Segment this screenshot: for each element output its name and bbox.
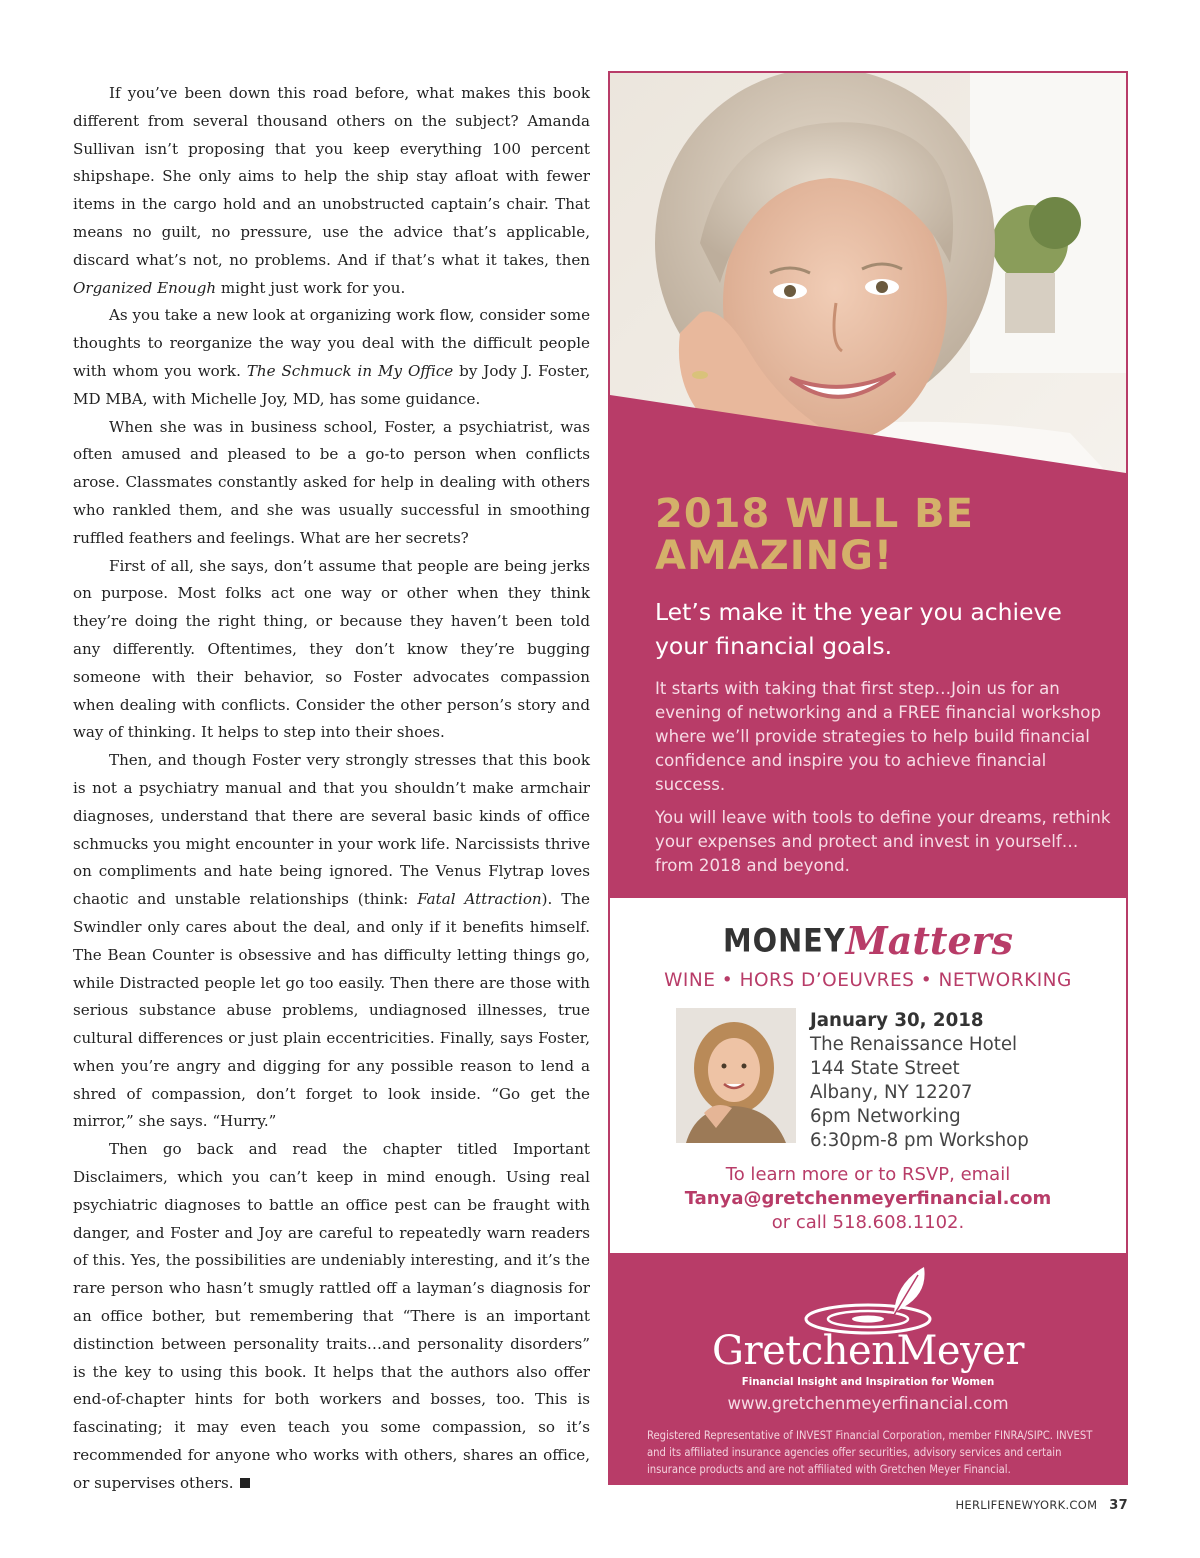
event-title-matters: Matters <box>845 918 1014 963</box>
event-street: 144 State Street <box>810 1058 960 1079</box>
event-panel <box>610 898 1126 1253</box>
ad-headline-line-2: AMAZING! <box>655 533 894 579</box>
article-text: by Jody J. Foster, MD MBA, with Michelle Joy, MD, has some guidance. <box>73 361 590 408</box>
article-text: Then, and though Foster very strongly stresses that this book is not a psychiatry manual and that you shouldn’t make armchair diagnoses, understand that there are several basic kinds of office schmucks you might encounter in your work life. Narcissists thrive on compliments and hate being ignored. The Venus Flytrap loves chaotic and unstable relationships (think: <box>73 751 590 909</box>
article-paragraph <box>73 302 590 413</box>
ad-body <box>655 677 1115 887</box>
ad-disclaimer: Registered Representative of INVEST Financial Corporation, member FINRA/SIPC. INVEST and its affiliated insurance agencies offer securities, advisory services and certain insurance products and are not affiliated with Gretchen Meyer Financial. <box>647 1429 1093 1476</box>
ad-body-paragraph-1: It starts with taking that first step…Join us for an evening of networking and a FREE financial workshop where we’ll provide strategies to help build financial confidence and inspire you to achieve financial success. <box>655 679 1101 794</box>
article-paragraph <box>73 1136 590 1497</box>
article-text: might just work for you. <box>216 278 406 297</box>
advertisement <box>608 71 1128 1485</box>
ad-subhead: Let’s make it the year you achieve your financial goals. <box>655 598 1062 660</box>
event-rsvp <box>610 1163 1126 1235</box>
article-paragraph <box>73 414 590 553</box>
ad-headline-line-1: 2018 WILL BE <box>655 491 974 537</box>
event-title <box>610 918 1126 963</box>
page-number: 37 <box>1109 1498 1128 1513</box>
article-text: When she was in business school, Foster, a psychiatrist, was often amused and pleased to be a go-to person when conflicts arose. Classmates constantly asked for help in dealing with others who rankled them, and she was usually successful in smoothing ruffled feathers and feelings. What are her secrets? <box>73 417 590 547</box>
event-details <box>810 1009 1110 1153</box>
website-link[interactable]: www.gretchenmeyerfinancial.com <box>727 1394 1009 1413</box>
event-city: Albany, NY 12207 <box>810 1082 973 1103</box>
event-date: January 30, 2018 <box>810 1010 984 1031</box>
rsvp-phone: or call 518.608.1102. <box>771 1212 965 1233</box>
article-text: As you take a new look at organizing work flow, consider some thoughts to reorganize the way you deal with the difficult people with whom you work. <box>73 306 590 380</box>
article-text: Then go back and read the chapter titled Important Disclaimers, which you can’t keep in mind enough. Using real psychiatric diagnoses to battle an office pest can be fraught with danger, and Foster and Joy are careful to repeatedly warn readers of this. Yes, the possibilities are undeniably interesting, and it’s the rare person who hasn’t smugly rattled off a layman’s diagnosis for an office bother, but remembering that “There is an important distinction between personality traits…and personality disorders” is the key to using this book. It helps that the authors also offer end-of-chapter hints for both workers and bosses, too. This is fascinating; it may even teach you some compassion, so it’s recommended for anyone who works with others, shares an office, or supervises others. <box>73 1140 590 1492</box>
event-title-money: MONEY <box>722 921 846 960</box>
article-text: ). The Swindler only cares about the deal, and only if it benefits himself. The Bean Counter is obsessive and has difficulty letting things go, while Distracted people let go too easily. Then there are those with serious substance abuse problems, undiagnosed illnesses, true cultural differences or just plain eccentricities. Finally, says Foster, when you’re angry and digging for any possible reason to lend a shred of compassion, don’t forget to look inside. “Go get the mirror,” she says. “Hurry.” <box>73 890 590 1131</box>
article-text: First of all, she says, don’t assume that people are being jerks on purpose. Most folks act one way or other when they think they’re doing the right thing, or because they haven’t been told any differently. Oftentimes, they don’t know they’re bugging someone with their behavior, so Foster advocates compassion when dealing with conflicts. Consider the other person’s story and way of thinking. It helps to step into their shoes. <box>73 556 590 742</box>
ad-body-paragraph-2: You will leave with tools to define your dreams, rethink your expenses and protect and invest in yourself…from 2018 and beyond. <box>655 808 1111 875</box>
book-title: Organized Enough <box>73 278 217 297</box>
page-footer <box>955 1498 1128 1513</box>
article-paragraph <box>73 553 590 748</box>
speaker-photo <box>676 1008 796 1143</box>
end-of-article-square-icon <box>240 1478 250 1488</box>
book-title: Fatal Attraction <box>417 890 542 909</box>
gretchen-meyer-logo: GretchenMeyer <box>712 1328 1024 1374</box>
event-venue: The Renaissance Hotel <box>810 1034 1018 1055</box>
book-title: The Schmuck in My Office <box>246 361 454 380</box>
article-paragraph <box>73 80 590 302</box>
ad-headline <box>655 493 974 577</box>
rsvp-email-link[interactable]: Tanya@gretchenmeyerfinancial.com <box>684 1188 1052 1209</box>
rsvp-line: To learn more or to RSVP, email <box>725 1164 1011 1185</box>
article-body <box>73 80 590 1498</box>
logo-tagline: Financial Insight and Inspiration for Women <box>741 1377 995 1388</box>
article-paragraph <box>73 747 590 1136</box>
event-tagline: WINE • HORS D’OEUVRES • NETWORKING <box>664 970 1072 991</box>
event-time-networking: 6pm Networking <box>810 1106 961 1127</box>
footer-site: HERLIFENEWYORK.COM <box>955 1498 1098 1512</box>
event-time-workshop: 6:30pm-8 pm Workshop <box>810 1130 1029 1151</box>
article-text: If you’ve been down this road before, what makes this book different from several thousand others on the subject? Amanda Sullivan isn’t proposing that you keep everything 100 percent shipshape. She only aims to help the ship stay afloat with fewer items in the cargo hold and an unobstructed captain’s chair. That means no guilt, no pressure, use the advice that’s applicable, discard what’s not, no problems. And if that’s what it takes, then <box>73 84 590 269</box>
